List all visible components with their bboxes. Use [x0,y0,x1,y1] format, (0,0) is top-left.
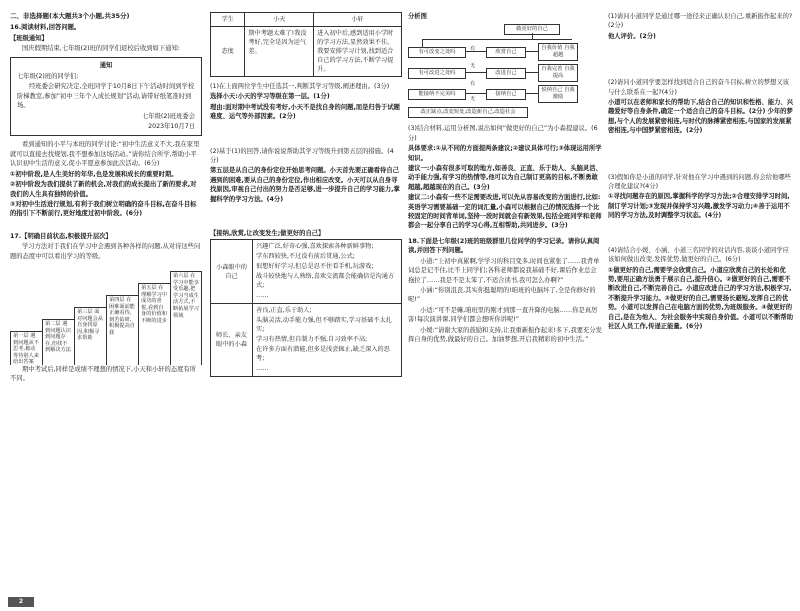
row2-content [253,304,402,377]
map-label-2: 无 [470,63,476,70]
list-item: 兴趣广泛,好奇心强,喜欢探索各种新鲜事物; [256,243,374,251]
q18-2-question: (2)请问小道同学要怎样找到适合自己的奋斗目标,树立的梦想又该与什么联系在一起?(4分) [608,79,789,96]
q16-intro: 国庆假期结束,七年级(2)班的同学们返校后收到如下通知: [22,45,180,53]
list-item: 善良,正直,乐于助人; [256,307,312,315]
map-left-box-2: 有可改进之处吗 [408,68,466,79]
sub-heading: 【接纳,欣赏,让改变发生;做更好的自己】 [210,230,325,238]
q17-tail: 期中考试后,同样是成绩不理想的情况下,小天和小轩的态度有所不同。 [10,365,197,383]
q17-body: 学习方法对于我们在学习中会遇到各种各样的问题,从对待这些问题的态度中可以看出学习的等级。 [10,243,201,260]
q17-3-answer-2: 建议二:小森有一些不足需要改进,可以先从容易改变的方面进行,比如:英语学习需要基础一定的词汇量,小森可以根据自己的情况选择一个比较固定的时间背单词,坚持一段时间就会有新效果,包括全班同学和老师都会一起分享自己的学习心得,互相帮助,共同进步。(3分) [408,194,602,230]
q17-3-question: (3)结合材料,运用分析图,说出如何“做更好的自己”为小森提建议。(6分) [408,125,598,142]
list-item: 学东西较快,不过没有前后贯通,公式; [256,253,355,261]
q16-title: 16.阅读材料,回答问题。 [10,24,81,32]
q16-answer-2: ②初中阶段为我们提供了新的机会,对我们的成长提出了新的要求,对我们的人生具有独特的价值。 [10,181,197,198]
q17-1-answer-2: 理由:面对期中考试没有考好,小天不是找自身的问题,而是归咎于试题难度、运气等外部因素。(2分) [210,103,400,121]
map-right-box-3: 悦纳自己 自我激励 [538,85,578,103]
stair-level-2: 第二层 遇到问题认识到问题存在,但找不到解决方法 [42,319,74,365]
list-item: 在许多方面有潜能,但多是浅尝辄止,缺乏深入的思考; [256,346,390,363]
section-title: 二、非选择题(本大题共3个小题,共35分) [10,12,130,20]
q18-xiaoyuan: 小媛:“请谢大家的鼓励和支持,让我重新振作起来!多下,我要充分发挥自身的优势,做最好的自己。加油梦想,开启我精彩的初中生活。” [408,326,602,343]
column-3 [408,12,602,345]
q18-1-answer: 他人评价。(2分) [608,32,656,40]
list-item: …… [256,365,269,373]
notice-title: 通知 [99,61,113,69]
notice-signature: 七年级(2)班班委会 [142,112,195,120]
q16-body: 看到通知的小平与本班的同学讨论:“初中生活意义不大,我在家里就可以直接去找规划,我不想参加这场活动。”请你结合所学,帮助小平认识初中生活的意义,促小平愿意参加此次活动。(6分) [10,141,200,168]
notice-date: 2023年10月7日 [148,123,195,131]
self-view-table [210,239,402,377]
row1-content [253,240,402,304]
notice-box [10,57,202,137]
analysis-map [408,24,602,118]
map-left-box-3: 能接纳不完美吗 [408,89,466,100]
stair-level-5: 第五层 在理解学习中成功的喜悦,看到自身的价值和不断的进步 [138,283,170,365]
q18-2-answer: 小道可以在老师和家长的帮助下,结合自己的知识和性格、能力、兴趣爱好等自身条件,确定一个适合自己的奋斗目标。(2分) 少年的梦想,与个人的发展紧密相连,与时代的脉搏紧密相连,与国家的发展紧密相连,与中国梦紧密相连。(2分) [608,99,794,135]
column-1 [10,12,202,385]
map-right-box-2: 自我完善 自我提高 [538,64,578,82]
map-label-1: 有 [470,46,476,53]
q17-1-answer-1: 选择小天:小天的学习等级在第一层。(1分) [210,93,330,101]
map-label-3: 有 [470,81,476,88]
learning-levels-stairs [10,265,202,365]
q17-3-requirements: 具体要求:①从不同的方面提两条建议;②建议具体可行;③体现运用所学知识。 [408,145,602,162]
q17-1-question: (1)在上面两位学生中任选其一,判断其学习等级,阐述理由。(3分) [210,83,390,90]
map-bottom-box: 改正缺点,改变短处,改造新自己,改造社会 [408,107,528,118]
stair-level-1: 第一层 遇到问题从不思考,被动等待别人来给出答案 [10,331,42,365]
q16-answer-3: ③对初中生活进行规划,有利于我们树立明确的奋斗目标,在奋斗目标的指引下不断前行,更好地度过初中阶段。(6分) [10,200,197,218]
map-mid-box-1: 欣赏自己 [486,47,526,58]
map-top-box: 做更好的自己 [504,24,560,35]
stair-level-6: 第六层 在学习中能享受乐趣,把学习当成生活方式,不断拓展学习领域 [170,271,202,365]
list-item: 学习有热情,但自制力不强,自习效率不高; [256,336,368,344]
map-left-box-1: 有可改变之处吗 [408,47,466,58]
q18-4-question: (4)请结合小媛、小涵、小道三名同学的对话内容,谈谈小道同学应该如何做出改变,发挥优势,做更好的自己。(6分) [608,246,789,264]
q16-answer-1: ①初中阶段,是人生美好的年华,也是发展和成长的重要时期。 [10,170,178,178]
q17-2-question: (2)基于(1)的回答,请你说说帮助其学习等级升到第五层的措施。(4分) [210,147,394,165]
page-number-badge: 2 [8,597,34,607]
q18-3-answer: ①寻找问题存在的原因,掌握科学的学习方法;②合理安排学习时间,制订学习计划;③发现并保持学习兴趣,激发学习动力;④善于运用不同的学习方法,及时调整学习状态。(4分) [608,193,790,220]
q18-1-question: (1)请问小道同学是通过哪一途径来正确认识自己,重新振作起来的?(2分) [608,13,793,30]
row2-label: 师长、亲友眼中的小森 [211,304,253,377]
q18-xiaoshi: 小适:“可不是嘛,咱班里的刚才到那一直升降的电脑……你是真厉害!每次演讲课,同学们都会想听你讲呢!” [408,306,598,324]
stair-level-4: 第四层 在困难面前能正确看待,刻苦钻研,积极提高自我 [106,295,138,365]
q16-subtitle: 【班级通知】 [10,34,48,42]
table-cell-xiaotian: 期中考题太难了!我没考好,完全是因为运气差。 [245,27,314,77]
list-item: 战斗较快地与人熟络,喜欢交流都会能确信是沟通方式; [256,273,395,290]
q18-xiaodao: 小道:“上初中真累啊,学学习的科目变多,时间也紧张了……我背单词总是记不住,比不上同学们;各科老师都说我基础不好,课后作业总会拖拉了……我是不是太笨了,不适合读书,我可怎么办啊?” [408,257,600,284]
list-item: …… [256,292,269,300]
attitude-table [210,12,402,77]
q17-2-answer: 第五层是从自己的身份定位开始思考问题。小天首先要正确看待自己遇到的困难,要从自己的身份定位,作出相应改变。小天可以从自身寻找原因,审视自己付出的努力是否足够,进一步提升自己的学习能力,掌握科学的学习方法。(4分) [210,167,400,203]
q18-title: 18.下面是七年级(2)班的班级群里几位同学的学习记录。请你认真阅读,并回答下列问题。 [408,237,600,255]
q18-xiaohan: 小涵:“你别沮丧,其实你挺聪明的!咱班的电脑坏了,全是你修好的呢!” [408,286,596,304]
column-4 [608,12,794,332]
q18-3-question: (3)假如你是小道的同学,针对他在学习中遇到的问题,你会给他哪些合理化建议?(4分) [608,173,791,191]
notice-greeting: 七年级(2)班的同学们: [17,73,79,81]
table-cell-xiaoxuan: 进入初中后,感到适用小学时的学习方法,显然效果不佳。我要安排学习计划,找到适合自己的学习方法,不断学习提升。 [314,27,402,77]
table-row-label: 态度 [211,27,245,77]
map-mid-box-2: 改进自己 [486,68,526,79]
map-label-4: 无 [470,96,476,103]
row1-label: 小森眼中的自己 [211,240,253,304]
column-2 [210,12,402,377]
table-header-xiaotian: 小天 [245,13,314,27]
q17-3-answer-1: 建议一:小森有很多可取的地方,如善良、正直、乐于助人、头脑灵活、动手能力强,有学习的热情等,他可以为自己制订更高的目标,不断勇敢超越,超越现在的自己。(3分) [408,165,602,191]
stair-level-3: 第三层 面对问题会从自身找原因,积极寻求帮助 [74,307,106,365]
q17-title: 17.【明确目前状态,积极提升层次】 [10,232,112,240]
notice-body: 经班委会研究决定,全班同学于10月8日下午活动时间到学校阶梯教室,参加“初中三年个人成长规划”活动,请带好纸笔准时到场。 [17,83,195,110]
map-right-box-1: 自我价值 自我超越 [538,43,578,61]
q18-4-answer: ①做更好的自己,需要学会欣赏自己。小道应欣赏自己的长处和优势,要用正确方法勇于展示自己,提升信心。②做更好的自己,需要不断改进自己,不断完善自己。小道应改进自己的学习方法,积极学习,不断提升学习能力。③做更好的自己,需要扬长避短,发挥自己的优势。小道可以发挥自己在电脑方面的优势,为班级服务。④做更好的自己,是在为他人、为社会服务中实现自身价值。小道可以不断帮助社区人员工作,传递正能量。(6分) [608,266,794,330]
table-header-student: 学生 [211,13,245,27]
map-mid-box-3: 接纳自己 [486,89,526,100]
list-item: 很想好好学习,但总是忍不住看手机,玩游戏; [256,263,374,271]
list-item: 头脑灵活,动手能力强,但不够踏实,学习基础不太扎实; [256,317,392,334]
map-title: 分析图 [408,13,427,20]
table-header-xiaoxuan: 小轩 [314,13,402,27]
